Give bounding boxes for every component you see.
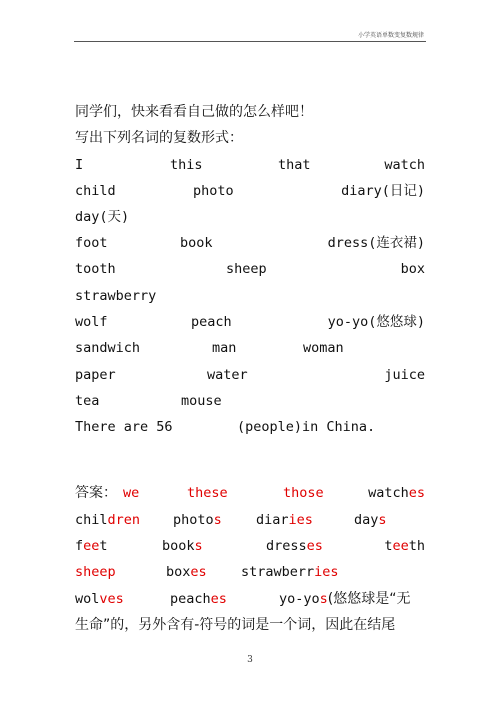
word: diary(日记)	[341, 183, 425, 199]
word: juice	[384, 367, 425, 383]
question-row-3	[75, 206, 425, 228]
word: watch	[384, 157, 425, 173]
answer-word: sheep	[75, 564, 116, 580]
answer-word: peaches	[170, 591, 227, 607]
question-row-2	[75, 180, 425, 202]
sentence-start: There are 56	[75, 419, 173, 435]
answer-row-3	[75, 535, 425, 557]
word: strawberry	[75, 288, 157, 304]
answer-word: strawberries	[241, 564, 339, 580]
question-row-6	[75, 285, 425, 307]
answer-word: books	[162, 538, 203, 554]
word: tea	[75, 393, 100, 409]
answer-word: days	[354, 512, 387, 528]
answer-row-5	[75, 588, 425, 610]
word: woman	[303, 340, 344, 356]
answer-word: these	[187, 485, 228, 501]
answer-word: boxes	[166, 564, 207, 580]
sentence-end: (people)in China.	[237, 419, 376, 435]
word: book	[180, 235, 213, 251]
word: sandwich	[75, 340, 141, 356]
answer-note: 生命”的，另外含有-符号的词是一个词，因此在结尾	[75, 617, 396, 633]
question-row-1	[75, 154, 425, 176]
answer-word: feet	[75, 538, 108, 554]
word: dress(连衣裙)	[327, 235, 425, 251]
word: tooth	[75, 261, 116, 277]
question-row-8	[75, 337, 425, 359]
answer-word: wolves	[75, 591, 124, 607]
word: wolf	[75, 314, 108, 330]
word: day(天)	[75, 209, 130, 225]
answer-label: 答案：	[75, 485, 117, 501]
word: foot	[75, 235, 108, 251]
answer-row-2	[75, 509, 425, 531]
word: that	[278, 157, 311, 173]
answer-word: yo-yos(悠悠球是“无	[279, 591, 411, 607]
question-row-7	[75, 311, 425, 333]
answer-word: children	[75, 512, 141, 528]
answer-row-1	[75, 482, 425, 504]
running-header: 小学英语单数变复数规律	[357, 32, 424, 39]
word: I	[75, 157, 84, 173]
question-row-11	[75, 416, 425, 438]
answer-row-4	[75, 561, 425, 583]
word: peach	[191, 314, 232, 330]
answer-word: those	[283, 485, 324, 501]
word: yo-yo(悠悠球)	[327, 314, 425, 330]
question-row-5	[75, 258, 425, 280]
word: paper	[75, 367, 116, 383]
question-row-10	[75, 390, 425, 412]
word: mouse	[181, 393, 222, 409]
word: box	[400, 261, 425, 277]
question-row-4	[75, 232, 425, 254]
word: this	[170, 157, 203, 173]
page-number: 3	[247, 655, 253, 665]
word: man	[212, 340, 237, 356]
answer-word: diaries	[256, 512, 313, 528]
answer-word: teeth	[384, 538, 425, 554]
header-rule	[74, 41, 426, 42]
word: sheep	[226, 261, 267, 277]
intro-line-1: 同学们，快来看看自己做的怎么样吧！	[75, 104, 313, 120]
word: child	[75, 183, 116, 199]
word: water	[207, 367, 248, 383]
question-row-9	[75, 364, 425, 386]
answer-word: photos	[173, 512, 222, 528]
answer-word: dresses	[266, 538, 323, 554]
answer-word: we	[123, 485, 140, 501]
intro-line-2: 写出下列名词的复数形式：	[75, 130, 243, 146]
word: photo	[193, 183, 234, 199]
answer-word: watches	[368, 485, 425, 501]
